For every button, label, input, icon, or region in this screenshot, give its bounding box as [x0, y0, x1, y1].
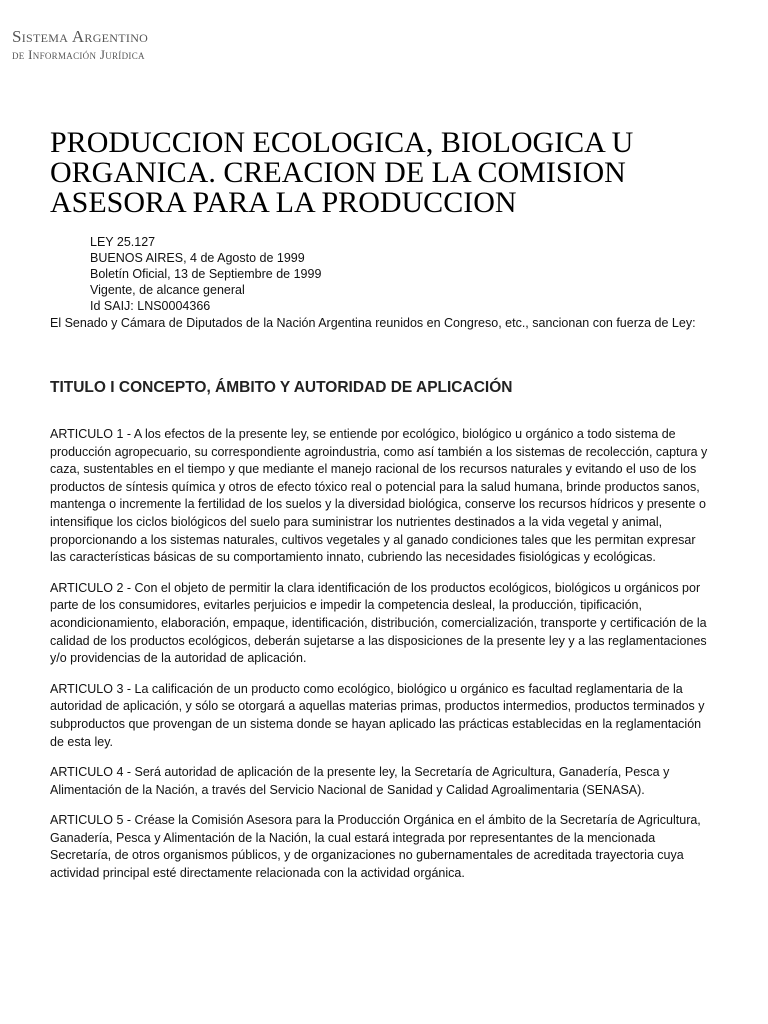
article-2: ARTICULO 2 - Con el objeto de permitir la clara identificación de los productos ecológicos, biológicos u orgánicos por parte de los consumidores, evitarles perjuicios e impedir la competencia desleal, la producción, tipificación, acondicionamiento, elaboración, empaque, identificación, distribución, comercialización, transporte y certificación de la calidad de los productos ecológicos, deberán sujetarse a las disposiciones de la presente ley y a las reglamentaciones y/o providencias de la autoridad de aplicación.: [50, 580, 707, 666]
logo-line-2: de Información Jurídica: [12, 47, 145, 62]
article-1: ARTICULO 1 - A los efectos de la presente ley, se entiende por ecológico, biológico u orgánico a todo sistema de producción agropecuario, su correspondiente agroindustria, como así también a los sistemas de recolección, captura y caza, sustentables en el tiempo y que mediante el manejo racional de los recursos naturales y evitando el uso de los productos de síntesis química y otros de efecto tóxico real o potencial para la salud humana, brinde productos sanos, mantenga o incremente la fertilidad de los suelos y la diversidad biológica, conserve los recursos hídricos y presente o intensifique los ciclos biológicos del suelo para suministrar los nutrientes destinados a la vida vegetal y animal, proporcionando a los sistemas naturales, cultivos vegetales y al ganado condiciones tales que les permitan expresar las características básicas de su comportamiento innato, cubriendo las necesidades fisiológicas y ecológicas.: [50, 427, 708, 565]
article-5: ARTICULO 5 - Créase la Comisión Asesora para la Producción Orgánica en el ámbito de la Secretaría de Agricultura, Ganadería, Pesca y Alimentación de la Nación, la cual estará integrada por representantes de la mencionada Secretaría, de otros organismos públicos, y de organizaciones no gubernamentales de acreditada trayectoria cuya actividad principal esté directamente relacionada con la actividad orgánica.: [50, 813, 701, 881]
saij-logo: [12, 28, 148, 61]
enacting-clause: El Senado y Cámara de Diputados de la Nación Argentina reunidos en Congreso, etc., sancionan con fuerza de Ley:: [50, 316, 696, 330]
law-metadata: [90, 234, 714, 314]
law-date: BUENOS AIRES, 4 de Agosto de 1999: [90, 251, 305, 265]
logo-line-1: Sistema Argentino: [12, 27, 149, 46]
article-3: ARTICULO 3 - La calificación de un producto como ecológico, biológico u orgánico es facultad reglamentaria de la autoridad de aplicación, y sólo se otorgará a aquellas materias primas, productos intermedios, productos terminados y subproductos que provengan de un sistema donde se hayan aplicado las prácticas establecidas en la reglamentación de esta ley.: [50, 681, 705, 749]
saij-id: Id SAIJ: LNS0004366: [90, 299, 211, 313]
validity-status: Vigente, de alcance general: [90, 283, 245, 297]
document-title: PRODUCCION ECOLOGICA, BIOLOGICA U ORGANICA. CREACION DE LA COMISION ASESORA PARA LA PRODUCCION: [50, 126, 634, 219]
section-title: TITULO I CONCEPTO, ÁMBITO Y AUTORIDAD DE APLICACIÓN: [50, 379, 513, 396]
document-body: [50, 128, 714, 883]
law-number: LEY 25.127: [90, 235, 156, 249]
article-4: ARTICULO 4 - Será autoridad de aplicación de la presente ley, la Secretaría de Agricultura, Ganadería, Pesca y Alimentación de la Nación, a través del Servicio Nacional de Sanidad y Calidad Agroalimentaria (SENASA).: [50, 765, 670, 797]
official-bulletin: Boletín Oficial, 13 de Septiembre de 1999: [90, 267, 322, 281]
